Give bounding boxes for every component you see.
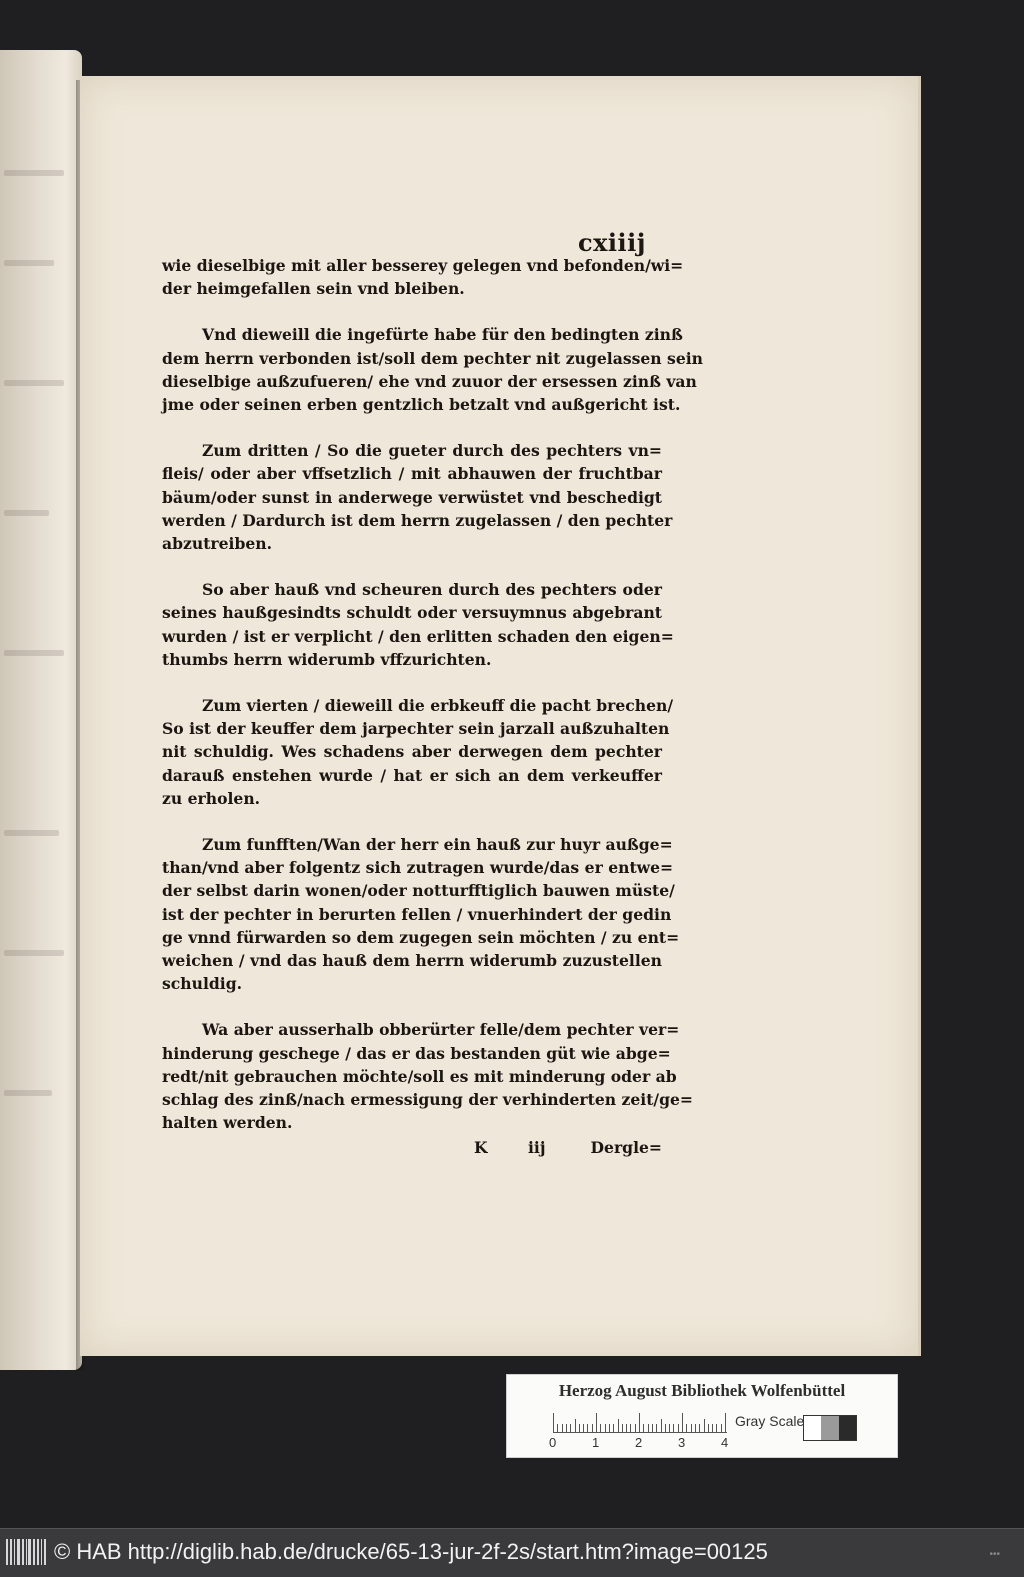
ruler-tick xyxy=(708,1424,709,1433)
paragraph xyxy=(162,439,673,555)
ruler-tick xyxy=(609,1424,610,1433)
paragraph xyxy=(162,1018,694,1134)
scale-ruler xyxy=(553,1409,727,1433)
signature-letter: K xyxy=(474,1138,488,1157)
paragraph xyxy=(162,578,674,671)
text-line: So aber hauß vnd scheuren durch des pechters oder xyxy=(202,580,662,600)
ruler-tick xyxy=(562,1424,563,1433)
text-line: schlag des zinß/nach ermessigung der verhinderten zeit/ge= xyxy=(162,1090,694,1110)
text-line: So ist der keuffer dem jarpechter sein jarzall außzuhalten xyxy=(162,719,670,739)
ruler-tick xyxy=(643,1424,644,1433)
ruler-tick xyxy=(635,1424,636,1433)
ruler-tick xyxy=(678,1424,679,1433)
ruler-tick xyxy=(557,1424,558,1433)
text-line: der heimgefallen sein vnd bleiben. xyxy=(162,279,465,299)
ruler-tick xyxy=(626,1424,627,1433)
ruler-number: 3 xyxy=(678,1435,686,1450)
text-line: Vnd dieweill die ingefürte habe für den bedingten zinß xyxy=(202,325,683,345)
text-line: Zum funfften/Wan der herr ein hauß zur huyr außge= xyxy=(202,835,673,855)
paragraph xyxy=(162,694,674,810)
ruler-tick xyxy=(605,1424,606,1433)
ruler-tick xyxy=(682,1413,683,1433)
ruler-tick xyxy=(665,1424,666,1433)
facing-page-edge xyxy=(0,50,82,1370)
ruler-tick xyxy=(587,1424,588,1433)
text-line: wurden / ist er verplicht / den erlitten schaden den eigen= xyxy=(162,626,674,646)
ruler-tick xyxy=(721,1424,722,1433)
text-line: Zum vierten / dieweill die erbkeuff die pacht brechen/ xyxy=(202,696,674,716)
ruler-tick xyxy=(691,1424,692,1433)
text-line: seines haußgesindts schuldt oder versuymnus abgebrant xyxy=(162,603,662,623)
ruler-tick xyxy=(661,1419,662,1433)
page-footer-line xyxy=(162,1138,662,1162)
ruler-tick xyxy=(712,1424,713,1433)
text-line: darauß enstehen wurde / hat er sich an dem verkeuffer xyxy=(162,765,662,785)
paragraph xyxy=(162,833,680,995)
text-line: ge vnnd fürwarden so dem zugegen sein möchten / zu ent= xyxy=(162,927,680,947)
ruler-tick xyxy=(704,1419,705,1433)
ruler-tick xyxy=(570,1424,571,1433)
ruler-number: 0 xyxy=(549,1435,557,1450)
ruler-number: 2 xyxy=(635,1435,643,1450)
text-line: dem herrn verbonden ist/soll dem pechter nit zugelassen sein xyxy=(162,348,704,368)
text-line: weichen / vnd das hauß dem herrn widerumb zuzustellen xyxy=(162,951,662,971)
ruler-tick xyxy=(639,1413,640,1433)
ruler-tick xyxy=(600,1424,601,1433)
grayscale-swatch xyxy=(803,1415,857,1441)
page-text xyxy=(162,254,704,1158)
ruler-tick xyxy=(575,1419,576,1433)
ruler-tick xyxy=(592,1424,593,1433)
ruler-tick xyxy=(583,1424,584,1433)
ruler-tick xyxy=(596,1413,597,1433)
ruler-tick xyxy=(656,1424,657,1433)
ruler-tick xyxy=(566,1424,567,1433)
ruler-tick xyxy=(686,1424,687,1433)
ruler-tick xyxy=(553,1413,554,1433)
text-line: schuldig. xyxy=(162,974,243,994)
grayscale-label: Gray Scale xyxy=(735,1413,805,1429)
text-line: redt/nit gebrauchen möchte/soll es mit minderung oder ab xyxy=(162,1066,677,1086)
text-line: jme oder seinen erben gentzlich betzalt vnd außgericht ist. xyxy=(162,395,681,415)
ruler-tick xyxy=(618,1419,619,1433)
text-line: Zum dritten / So die gueter durch des pechters vn= xyxy=(202,441,662,461)
text-line: der selbst darin wonen/oder notturfftiglich bauwen müste/ xyxy=(162,881,675,901)
text-line: fleis/ oder aber vffsetzlich / mit abhauwen der fruchtbar xyxy=(162,464,662,484)
library-name: Herzog August Bibliothek Wolfenbüttel xyxy=(558,1381,846,1400)
ruler-tick xyxy=(652,1424,653,1433)
gray-patch xyxy=(804,1416,821,1440)
ruler-number: 4 xyxy=(721,1435,729,1450)
text-line: wie dieselbige mit aller besserey gelegen vnd befonden/wi= xyxy=(162,256,684,275)
more-dots: ••• xyxy=(989,1549,1000,1560)
gray-patch xyxy=(839,1416,856,1440)
ruler-numbers xyxy=(547,1435,737,1453)
text-line: hinderung geschege / das er das bestanden güt wie abge= xyxy=(162,1043,671,1063)
viewer-footer xyxy=(0,1528,1024,1577)
text-line: than/vnd aber folgentz sich zutragen wurde/das er entwe= xyxy=(162,858,674,878)
text-line: dieselbige außzufueren/ ehe vnd zuuor der ersessen zinß van xyxy=(162,371,697,391)
library-label-card xyxy=(506,1374,898,1458)
folio-number: cxiiij xyxy=(578,228,646,257)
text-line: bäum/oder sunst in anderwege verwüstet vnd beschedigt xyxy=(162,487,662,507)
ruler-tick xyxy=(695,1424,696,1433)
ruler-tick xyxy=(716,1424,717,1433)
paragraph xyxy=(162,323,704,416)
ruler-tick xyxy=(622,1424,623,1433)
paragraph xyxy=(162,254,684,300)
text-line: abzutreiben. xyxy=(162,534,273,554)
ruler-tick xyxy=(579,1424,580,1433)
barcode-icon xyxy=(6,1539,46,1565)
ruler-number: 1 xyxy=(592,1435,600,1450)
catchword: Dergle= xyxy=(590,1138,662,1157)
ruler-tick xyxy=(725,1413,726,1433)
ruler-tick xyxy=(673,1424,674,1433)
text-line: werden / Dardurch ist dem herrn zugelassen / den pechter xyxy=(162,510,673,530)
ruler-tick xyxy=(669,1424,670,1433)
text-line: ist der pechter in berurten fellen / vnuerhindert der gedin xyxy=(162,904,672,924)
ruler-tick xyxy=(648,1424,649,1433)
ruler-tick xyxy=(699,1424,700,1433)
text-line: zu erholen. xyxy=(162,788,261,808)
ruler-tick xyxy=(613,1424,614,1433)
gray-patch xyxy=(821,1416,838,1440)
text-line: Wa aber ausserhalb obberürter felle/dem pechter ver= xyxy=(202,1020,680,1040)
signature-number: iij xyxy=(528,1138,546,1157)
text-line: halten werden. xyxy=(162,1113,293,1133)
text-line: nit schuldig. Wes schadens aber derwegen dem pechter xyxy=(162,742,662,762)
ruler-tick xyxy=(630,1424,631,1433)
copyright-url: © HAB http://diglib.hab.de/drucke/65-13-jur-2f-2s/start.htm?image=00125 xyxy=(54,1539,768,1564)
text-line: thumbs herrn widerumb vffzurichten. xyxy=(162,649,492,669)
